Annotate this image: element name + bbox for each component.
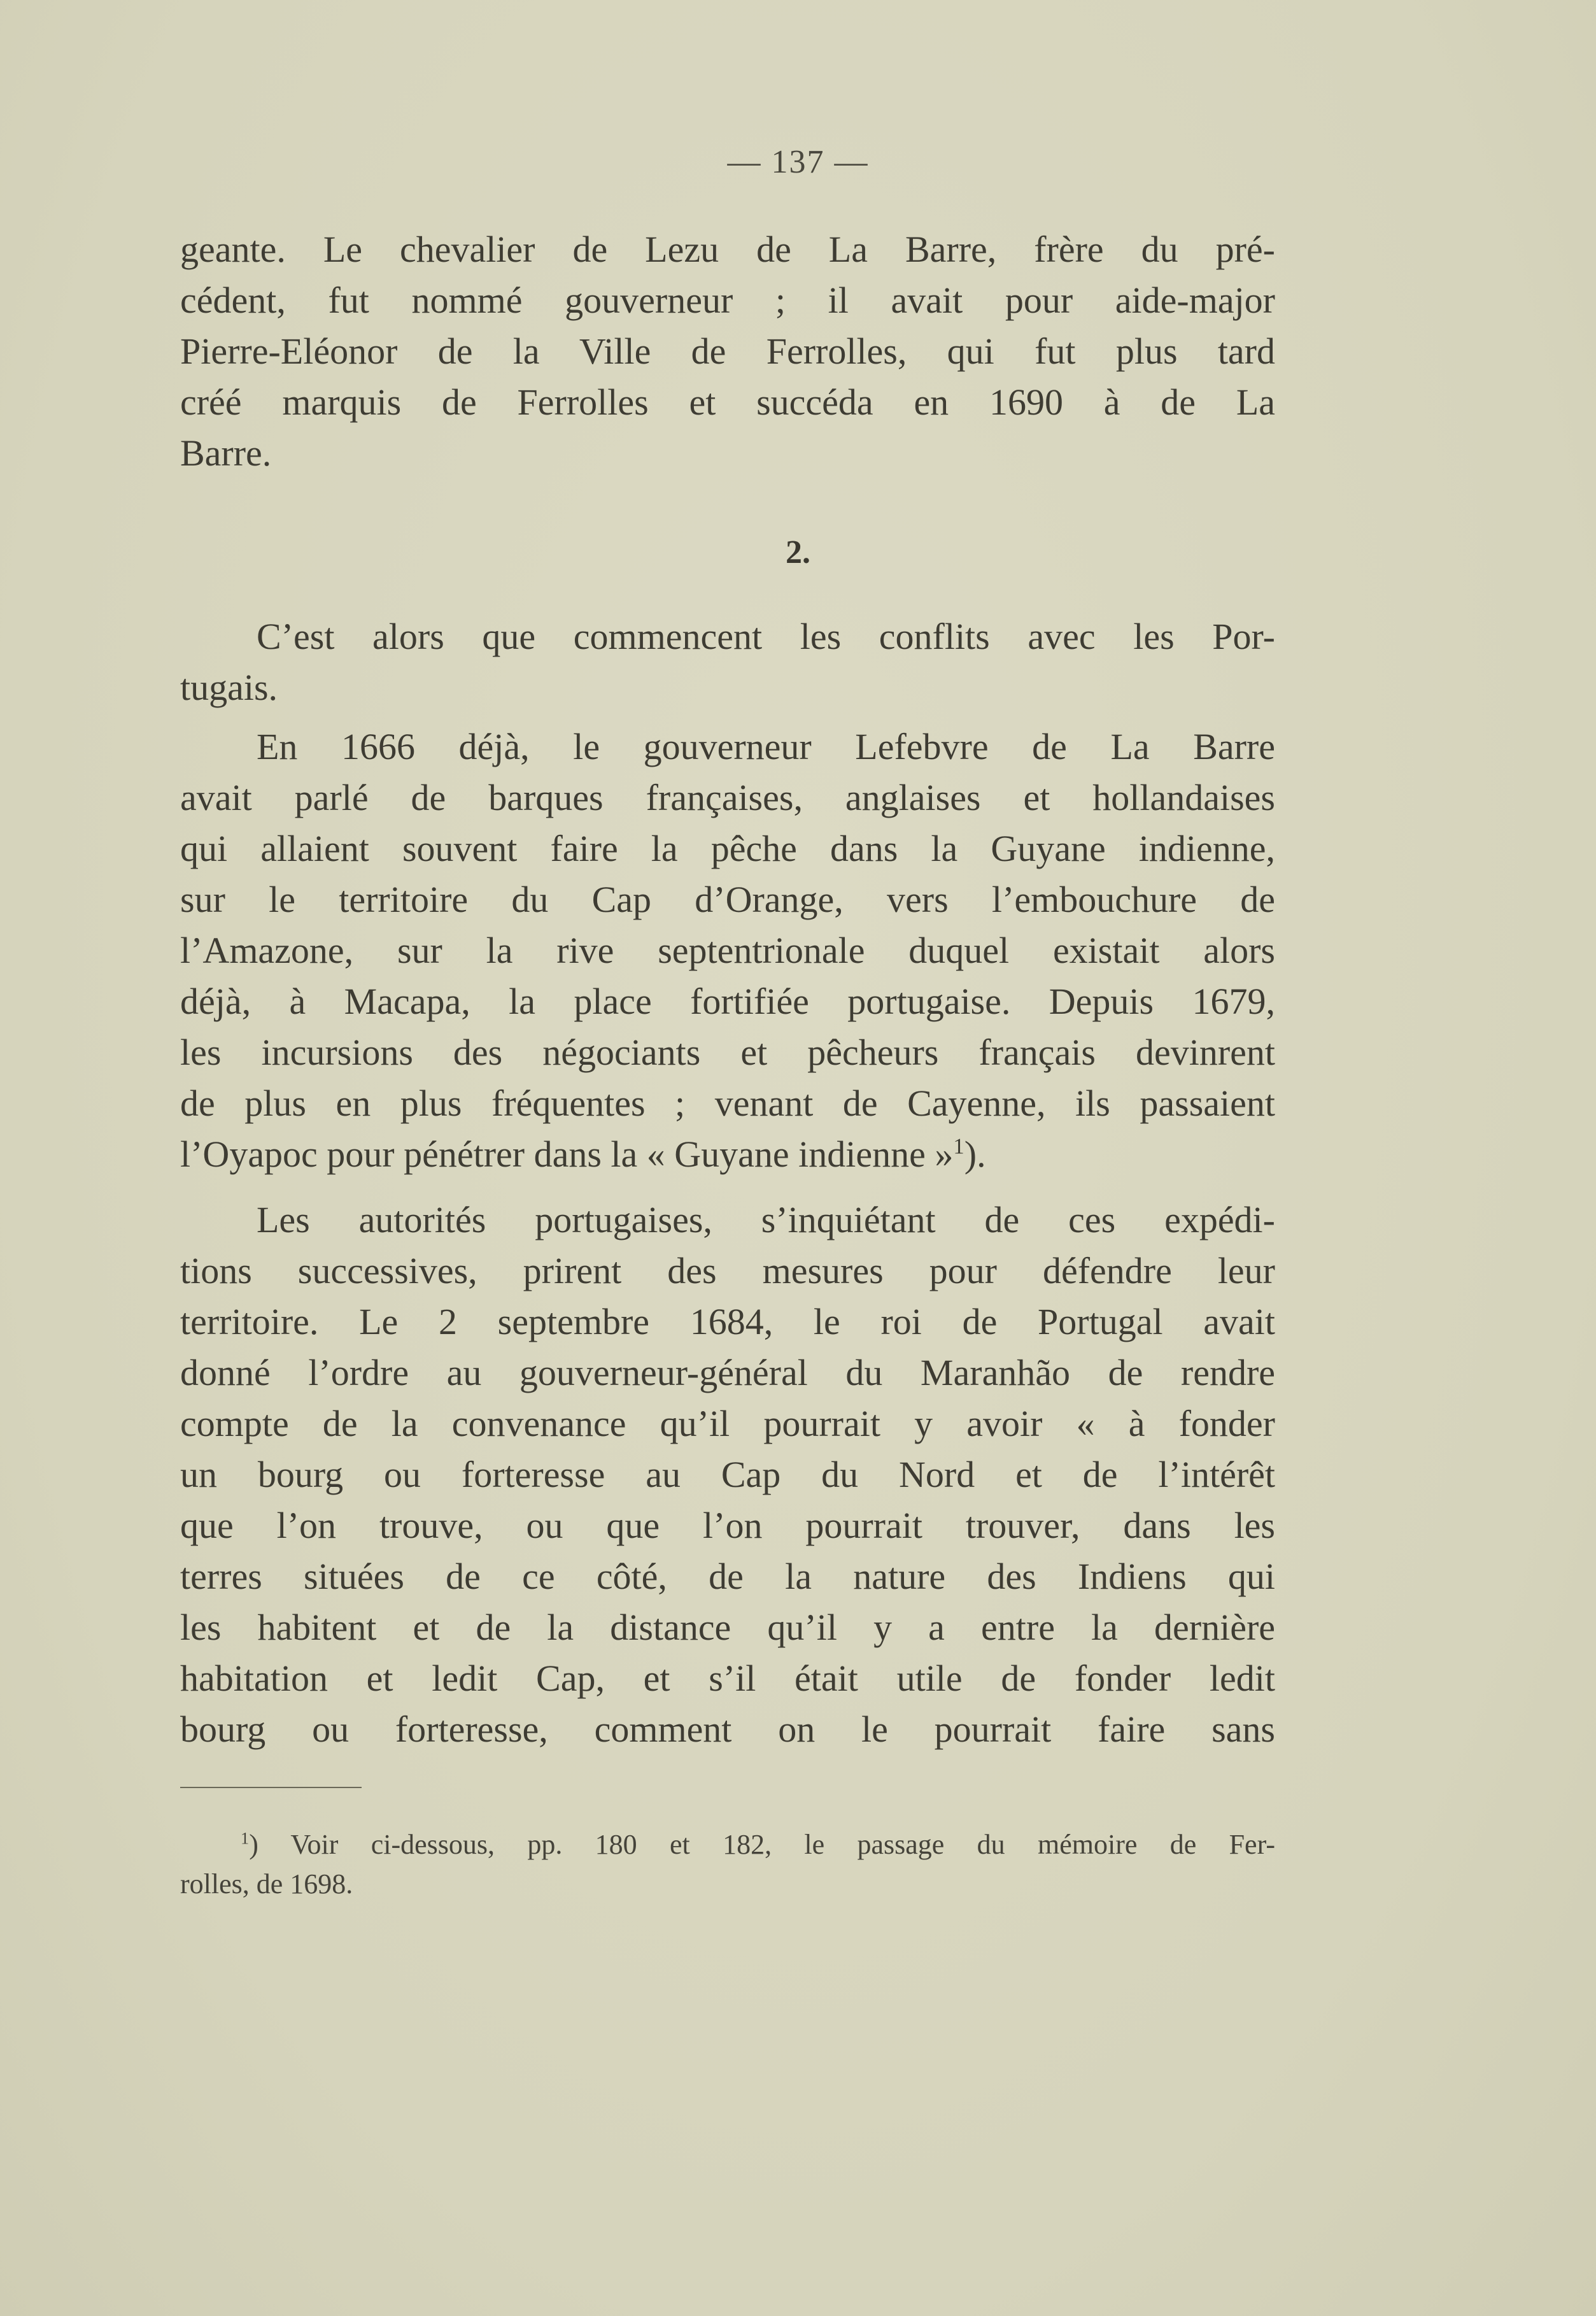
page-number: — 137 — — [727, 144, 869, 180]
text-line: Pierre-Eléonor de la Ville de Ferrolles, qui fut plus tard — [180, 330, 1275, 372]
text-line: avait parlé de barques françaises, anglaises et hollandaises — [180, 777, 1275, 818]
text-line: C’est alors que commencent les conflits avec les Por- — [257, 616, 1275, 657]
footnote-line — [180, 1825, 1275, 1865]
text-line: habitation et ledit Cap, et s’il était utile de fonder ledit — [180, 1658, 1275, 1699]
text-line: qui allaient souvent faire la pêche dans la Guyane indienne, — [180, 828, 1275, 869]
section-heading: 2. — [786, 534, 810, 571]
text-line: cédent, fut nommé gouverneur ; il avait pour aide-major — [180, 280, 1275, 321]
footnote — [180, 1825, 1275, 1904]
text-line: les incursions des négociants et pêcheurs français devinrent — [180, 1032, 1275, 1073]
text-line: tugais. — [180, 667, 278, 708]
paragraph — [180, 721, 1275, 1180]
text-line: les habitent et de la distance qu’il y a entre la dernière — [180, 1607, 1275, 1648]
text-line: sur le territoire du Cap d’Orange, vers l’embouchure de — [180, 879, 1275, 920]
text-line: terres situées de ce côté, de la nature des Indiens qui — [180, 1556, 1275, 1597]
text-line: compte de la convenance qu’il pourrait y avoir « à fonder — [180, 1403, 1275, 1444]
footnote-text: Voir ci-dessous, pp. 180 et 182, le passage du mémoire de Fer- — [258, 1829, 1275, 1860]
paragraph-continuation — [180, 224, 1275, 479]
footnote-separator — [180, 1787, 362, 1788]
text-line: tions successives, prirent des mesures pour défendre leur — [180, 1250, 1275, 1291]
footnote-marker: 1 — [241, 1828, 250, 1848]
text-line: que l’on trouve, ou que l’on pourrait trouver, dans les — [180, 1505, 1275, 1546]
footnote-marker-close: ) — [249, 1829, 258, 1860]
text-line: créé marquis de Ferrolles et succéda en 1690 à de La — [180, 381, 1275, 423]
text-line: Les autorités portugaises, s’inquiétant de ces expédi- — [257, 1199, 1275, 1240]
paragraph — [180, 1195, 1275, 1755]
footnote-reference[interactable]: 1 — [953, 1133, 964, 1159]
text-line: Barre. — [180, 432, 272, 474]
text-line: donné l’ordre au gouverneur-général du Maranhão de rendre — [180, 1352, 1275, 1393]
text-fragment: l’Oyapoc pour pénétrer dans la « Guyane indienne » — [180, 1133, 954, 1175]
text-line: un bourg ou forteresse au Cap du Nord et de l’intérêt — [180, 1454, 1275, 1495]
paragraph — [180, 611, 1275, 713]
text-line: déjà, à Macapa, la place fortifiée portugaise. Depuis 1679, — [180, 981, 1275, 1022]
footnote-line: rolles, de 1698. — [180, 1868, 353, 1900]
text-line: territoire. Le 2 septembre 1684, le roi de Portugal avait — [180, 1301, 1275, 1342]
text-line: de plus en plus fréquentes ; venant de Cayenne, ils passaient — [180, 1083, 1275, 1124]
text-line: l’Amazone, sur la rive septentrionale duquel existait alors — [180, 930, 1275, 971]
text-line: bourg ou forteresse, comment on le pourrait faire sans — [180, 1709, 1275, 1750]
text-line — [180, 1129, 1275, 1180]
text-fragment: ). — [964, 1133, 986, 1175]
text-line: geante. Le chevalier de Lezu de La Barre, frère du pré- — [180, 229, 1275, 270]
text-line: En 1666 déjà, le gouverneur Lefebvre de La Barre — [257, 726, 1275, 767]
